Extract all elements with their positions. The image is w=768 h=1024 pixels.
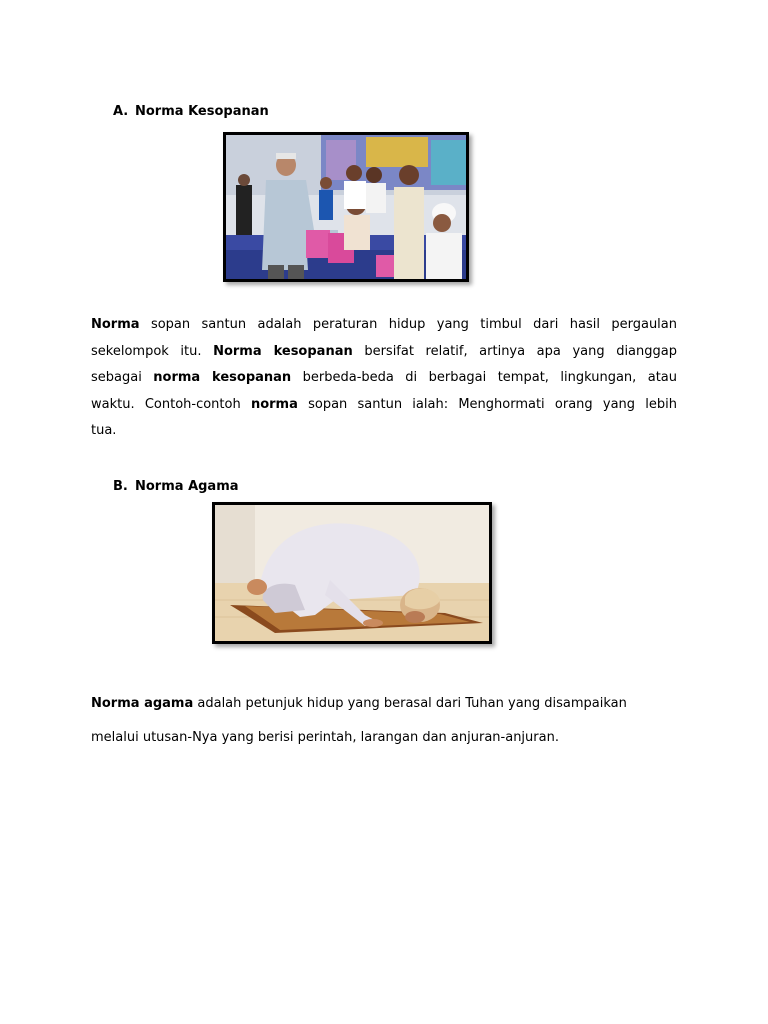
text-line [91, 312, 677, 339]
text-run: bersifat relatif, artinya apa yang dianggap [352, 343, 677, 359]
paragraph-norma-kesopanan [91, 312, 677, 445]
section-heading-b [113, 479, 239, 494]
bold-term: Norma [91, 317, 140, 332]
paragraph-norma-agama [91, 687, 677, 755]
section-letter: A. [113, 104, 129, 119]
text-run: sebagai [91, 370, 154, 385]
text-run: waktu. Contoh-contoh [91, 396, 251, 412]
bold-term: Norma kesopanan [213, 343, 353, 359]
section-heading-a [113, 104, 269, 119]
text-line [91, 687, 677, 721]
section-letter: B. [113, 479, 128, 494]
text-line [91, 339, 677, 366]
text-run: melalui utusan-Nya yang berisi perintah, larangan dan anjuran-anjuran. [91, 730, 559, 745]
text-line [91, 418, 677, 445]
section-title: Norma Agama [135, 479, 239, 494]
bold-term: Norma agama [91, 696, 194, 711]
text-run: adalah petunjuk hidup yang berasal dari Tuhan yang disampaikan [193, 696, 627, 711]
text-run: sekelompok itu. [91, 343, 214, 359]
bold-term: norma [250, 396, 298, 412]
text-run: sopan santun ialah: Menghormati orang yang lebih [297, 396, 677, 412]
handshake-photo-illustration [226, 135, 466, 279]
text-run: berbeda-beda di berbagai tempat, lingkungan, atau [291, 370, 677, 385]
photo-norma-kesopanan [223, 132, 469, 282]
text-run: tua. [91, 423, 117, 438]
text-line [91, 721, 677, 755]
section-title: Norma Kesopanan [135, 104, 269, 119]
text-line [91, 365, 677, 392]
photo-norma-agama [212, 502, 492, 644]
text-line [91, 392, 677, 419]
bold-term: norma kesopanan [153, 370, 292, 385]
prayer-photo-illustration [215, 505, 489, 641]
text-run: sopan santun adalah peraturan hidup yang timbul dari hasil pergaulan [139, 317, 677, 332]
